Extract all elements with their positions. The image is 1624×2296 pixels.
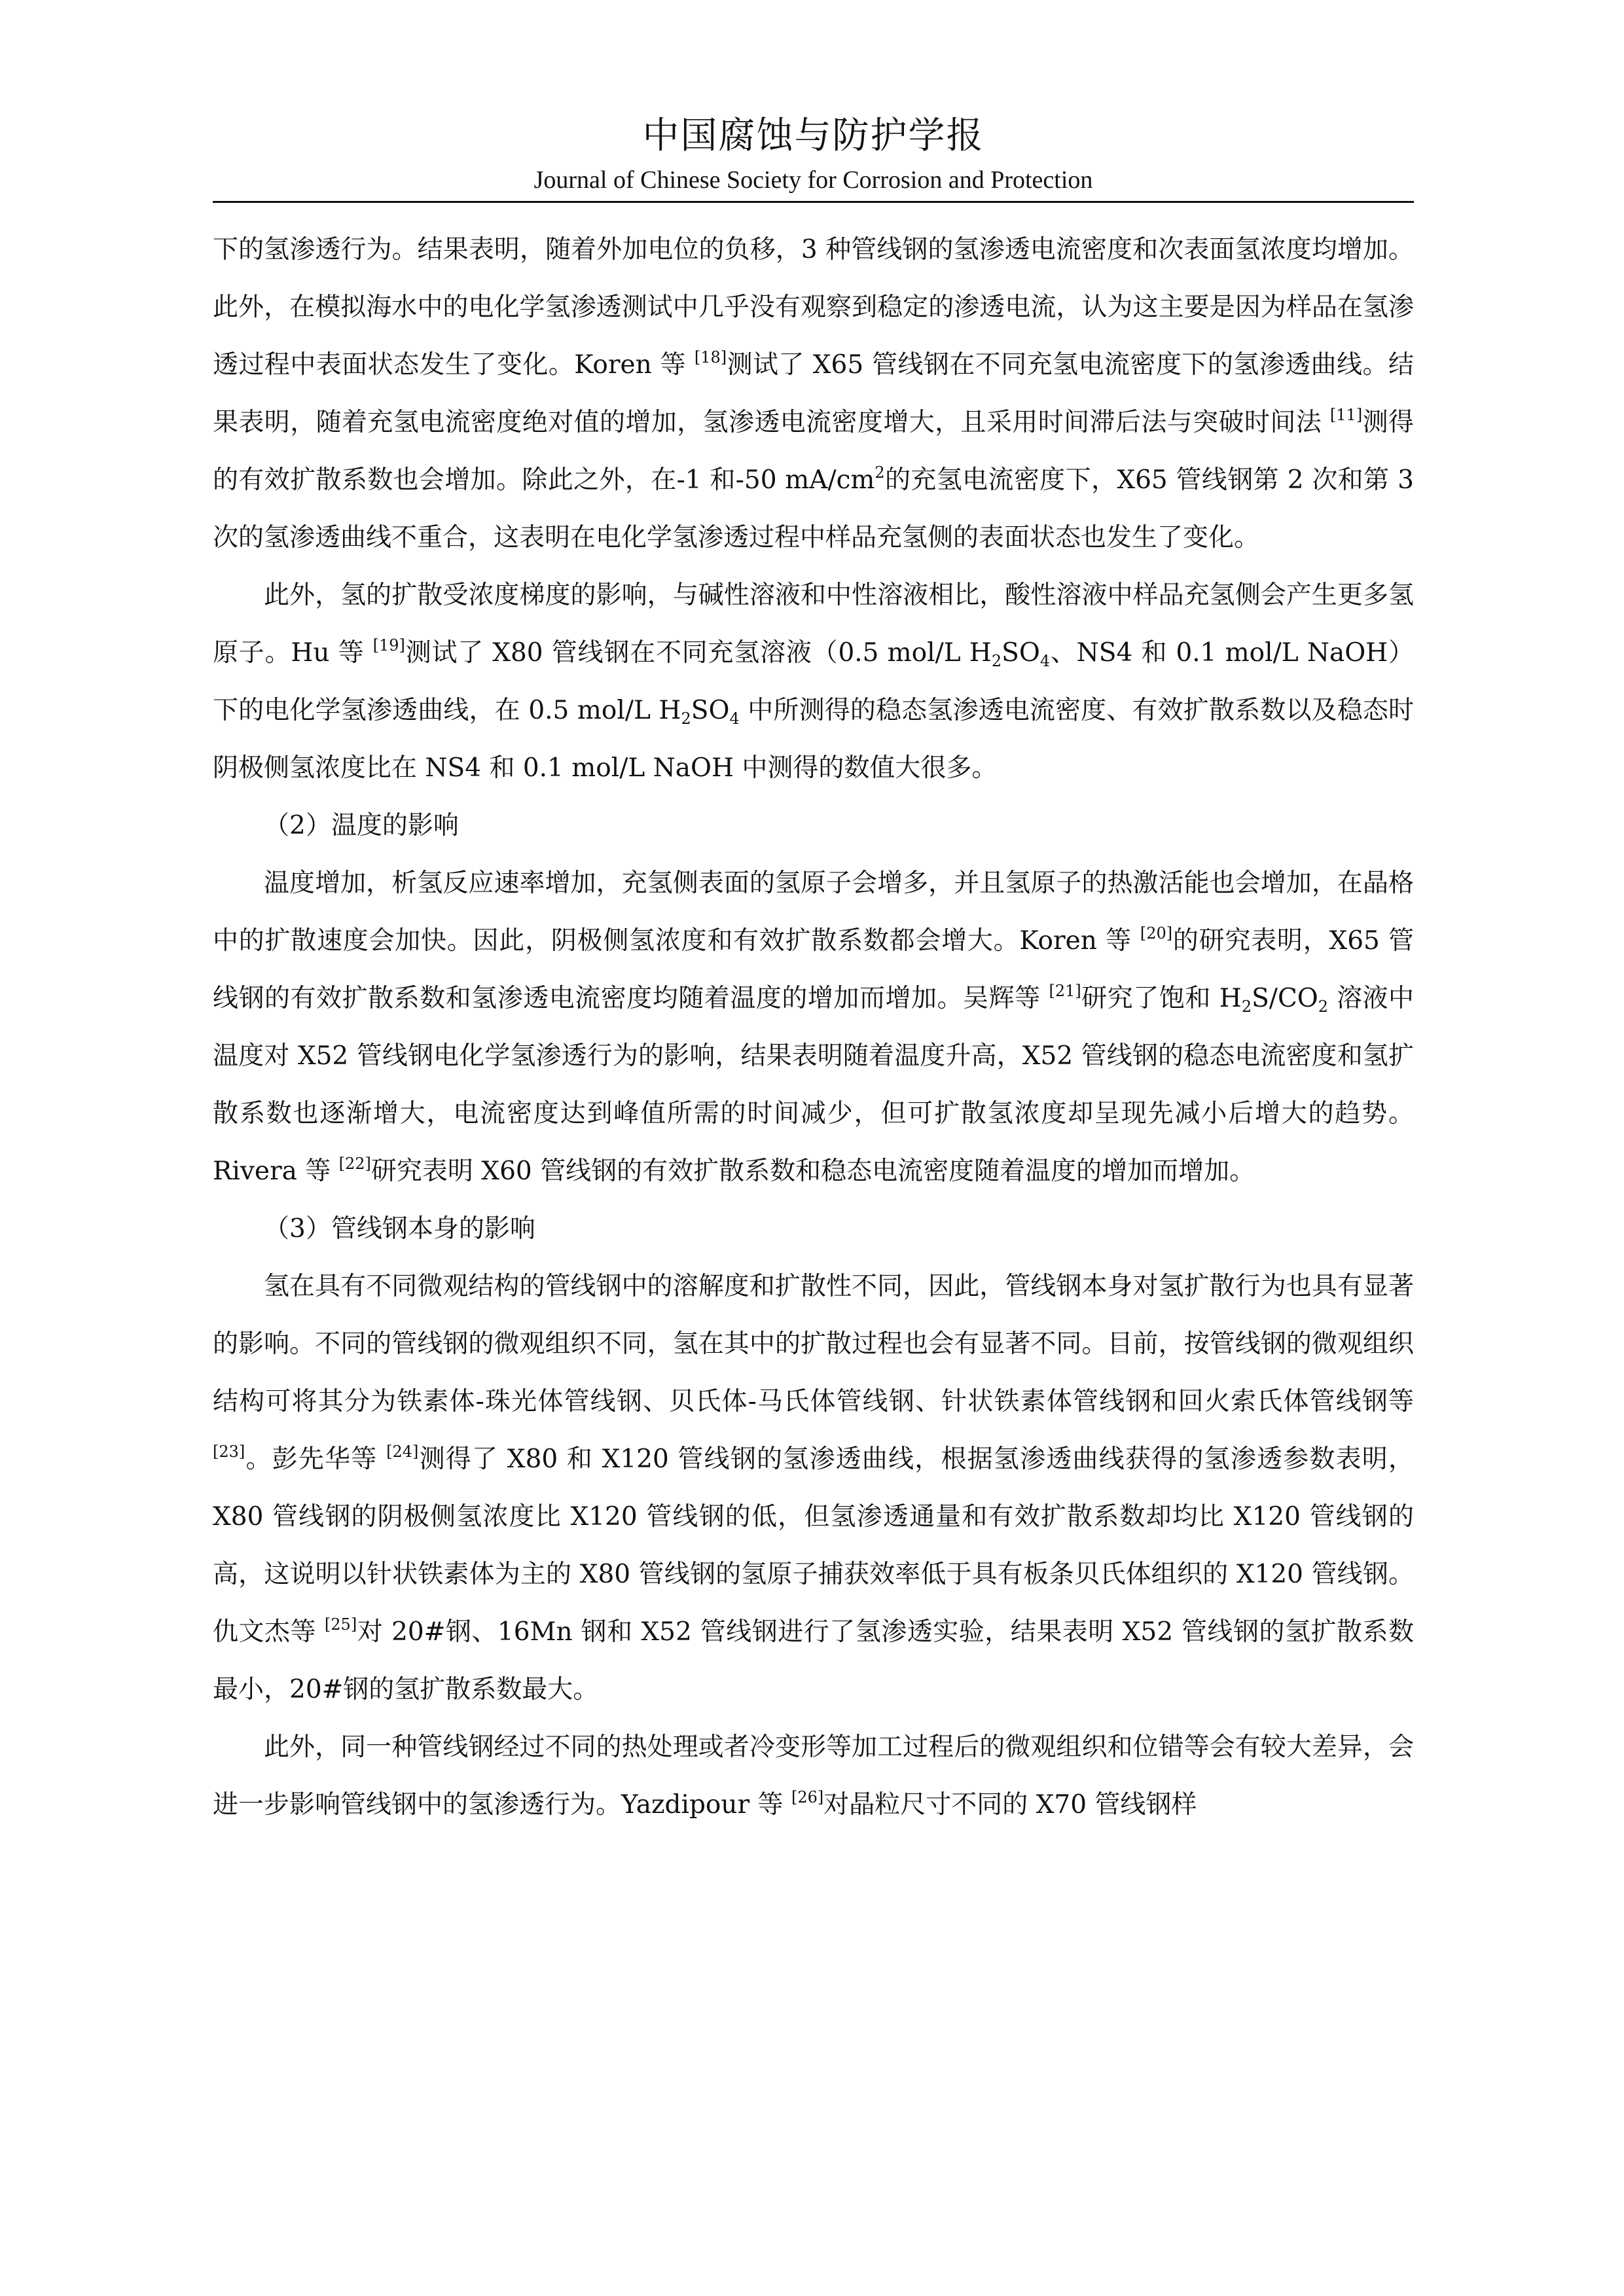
journal-title-cn: 中国腐蚀与防护学报 <box>642 115 984 157</box>
citation-ref: [20] <box>1140 924 1173 942</box>
text-run: 测试了 X65 管线钢在不同充氢电流密度下的氢渗透曲线。结果表明，随着充氢电流密度绝对值的增加，氢渗透电流密度增大，且采用时间滞后法与突破时间法 <box>213 350 1414 437</box>
text-run: 测得了 X80 和 X120 管线钢的氢渗透曲线，根据氢渗透曲线获得的氢渗透参数表明，X80 管线钢的阴极侧氢浓度比 X120 管线钢的低，但氢渗透通量和有效扩散系数却均比 X120 管线钢的高，这说明以针状铁素体为主的 X80 管线钢的氢原子捕获效率低于具有板条贝氏体组织的 X120 管线钢。仇文杰等 <box>213 1444 1414 1647</box>
text-run: SO <box>691 696 730 725</box>
paragraph-processing <box>213 1719 1414 1834</box>
text-run: 研究了饱和 H <box>1081 984 1242 1013</box>
paragraph-hydrogen-potential <box>213 221 1414 567</box>
text-run: SO <box>1001 638 1040 668</box>
text-run: 对晶粒尺寸不同的 X70 管线钢样 <box>823 1790 1197 1820</box>
subscript: 2 <box>1318 997 1329 1016</box>
citation-ref: [25] <box>324 1615 357 1634</box>
article-body <box>213 221 1414 1834</box>
subscript: 2 <box>1241 997 1252 1016</box>
citation-ref: [19] <box>372 636 405 655</box>
text-run: 中所测得的稳态氢渗透电流密度、有效扩散系数以及稳态时阴极侧氢浓度比在 NS4 和 0.1 mol/L NaOH 中测得的数值大很多。 <box>213 696 1415 783</box>
text-run: S/CO <box>1252 984 1318 1013</box>
citation-ref: [23] <box>213 1443 245 1461</box>
paragraph-temperature-effect <box>213 855 1414 1200</box>
citation-ref: [11] <box>1329 406 1363 424</box>
text-run: 的研究表明，X65 管线钢的有效扩散系数和氢渗透电流密度均随着温度的增加而增加。吴辉等 <box>213 926 1414 1013</box>
text-run: 。彭先华等 <box>245 1444 387 1474</box>
superscript-exponent: 2 <box>875 463 885 482</box>
section-heading-temperature: （2）温度的影响 <box>264 811 459 840</box>
citation-ref: [18] <box>694 348 727 367</box>
paragraph-microstructure <box>213 1258 1414 1719</box>
header-rule <box>213 201 1414 203</box>
citation-ref: [26] <box>791 1788 824 1806</box>
journal-title-en: Journal of Chinese Society for Corrosion and Protection <box>533 166 1093 194</box>
text-run: 此外，同一种管线钢经过不同的热处理或者冷变形等加工过程后的微观组织和位错等会有较大差异，会进一步影响管线钢中的氢渗透行为。Yazdipour 等 <box>213 1732 1414 1820</box>
subscript: 2 <box>681 709 691 728</box>
citation-ref: [24] <box>386 1443 419 1461</box>
citation-ref: [22] <box>338 1155 371 1173</box>
text-run: 此外，氢的扩散受浓度梯度的影响，与碱性溶液和中性溶液相比，酸性溶液中样品充氢侧会产生更多氢原子。Hu 等 <box>213 581 1414 668</box>
text-run: 温度增加，析氢反应速率增加，充氢侧表面的氢原子会增多，并且氢原子的热激活能也会增加，在晶格中的扩散速度会加快。因此，阴极侧氢浓度和有效扩散系数都会增大。Koren 等 <box>213 869 1414 956</box>
text-run: 对 20#钢、16Mn 钢和 X52 管线钢进行了氢渗透实验，结果表明 X52 管线钢的氢扩散系数最小，20#钢的氢扩散系数最大。 <box>213 1617 1414 1704</box>
subscript: 4 <box>1039 652 1051 670</box>
text-run: 溶液中温度对 X52 管线钢电化学氢渗透行为的影响，结果表明随着温度升高，X52 管线钢的稳态电流密度和氢扩散系数也逐渐增大，电流密度达到峰值所需的时间减少，但可扩散氢浓度却呈现先减小后增大的趋势。Rivera 等 <box>213 984 1414 1186</box>
paragraph-solution-effect <box>213 567 1414 797</box>
text-run: 研究表明 X60 管线钢的有效扩散系数和稳态电流密度随着温度的增加而增加。 <box>370 1157 1255 1186</box>
text-run: 下的氢渗透行为。结果表明，随着外加电位的负移，3 种管线钢的氢渗透电流密度和次表面氢浓度均增加。此外，在模拟海水中的电化学氢渗透测试中几乎没有观察到稳定的渗透电流，认为这主要是因为样品在氢渗透过程中表面状态发生了变化。Koren 等 <box>213 235 1414 380</box>
text-run: 、NS4 和 0.1 mol/L NaOH）下的电化学氢渗透曲线，在 0.5 mol/L H <box>213 638 1414 725</box>
section-heading-steel: （3）管线钢本身的影响 <box>264 1214 535 1244</box>
text-run: 测试了 X80 管线钢在不同充氢溶液（0.5 mol/L H <box>405 638 992 668</box>
journal-header <box>213 110 1414 196</box>
citation-ref: [21] <box>1049 982 1081 1000</box>
subscript: 4 <box>729 709 740 728</box>
text-run: 的充氢电流密度下，X65 管线钢第 2 次和第 3 次的氢渗透曲线不重合，这表明在电化学氢渗透过程中样品充氢侧的表面状态也发生了变化。 <box>213 465 1414 552</box>
text-run: 氢在具有不同微观结构的管线钢中的溶解度和扩散性不同，因此，管线钢本身对氢扩散行为也具有显著的影响。不同的管线钢的微观组织不同，氢在其中的扩散过程也会有显著不同。目前，按管线钢的微观组织结构可将其分为铁素体-珠光体管线钢、贝氏体-马氏体管线钢、针状铁素体管线钢和回火索氏体管线钢等 <box>213 1272 1414 1416</box>
text-run: 测得的有效扩散系数也会增加。除此之外，在-1 和-50 mA/cm <box>213 408 1414 495</box>
subscript: 2 <box>991 652 1002 670</box>
